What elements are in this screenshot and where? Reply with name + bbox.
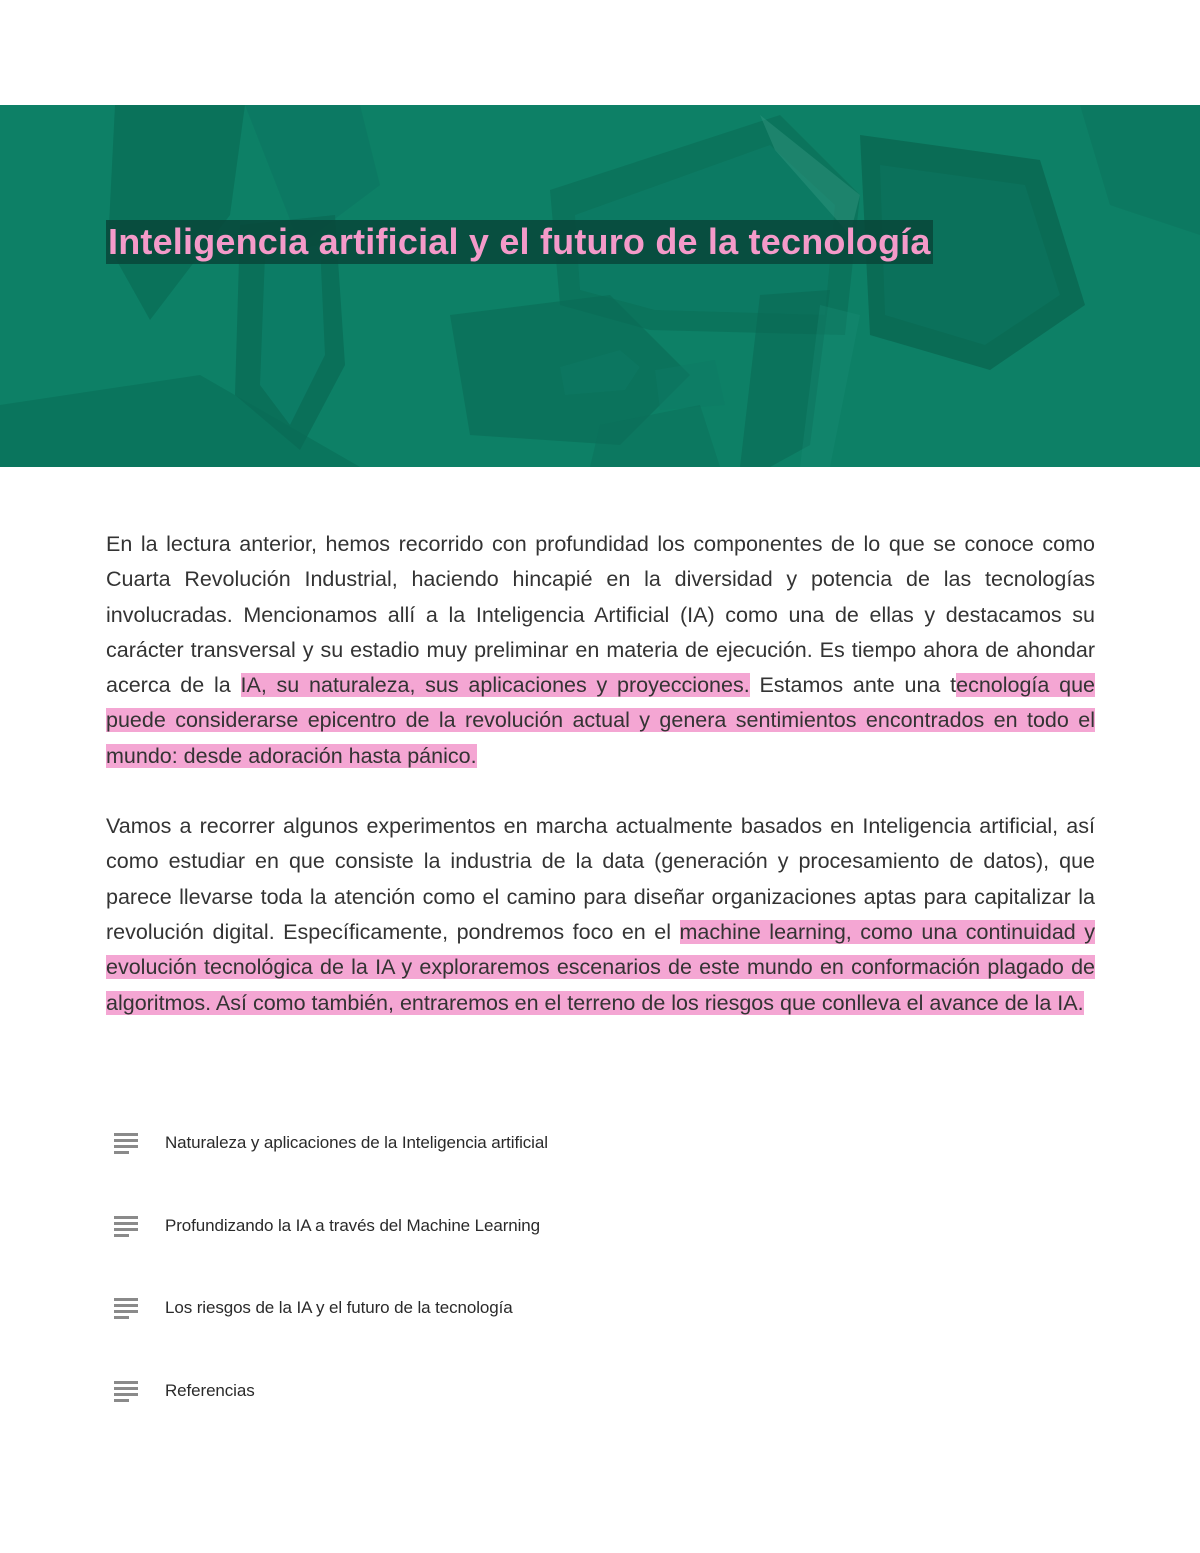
text-lines-icon — [114, 1297, 140, 1319]
hero-banner — [0, 105, 1200, 467]
highlighted-text: IA, su naturaleza, sus aplicaciones y proyecciones. — [240, 673, 750, 698]
lesson-label: Referencias — [165, 1380, 255, 1400]
intro-paragraph-1 — [106, 527, 1095, 774]
lesson-item[interactable] — [114, 1185, 814, 1268]
banner-background-image — [0, 105, 1200, 467]
highlighted-text: machine learning, como una continuidad y evolución tecnológica de la IA y exploraremos escenarios de este mundo en conformación plagado de algoritmos. Así como también, entraremos en el terreno de los riesgos que conlleva el avance de la IA. — [106, 919, 1095, 1015]
paragraph-text: Estamos ante una t — [749, 673, 957, 698]
lesson-label: Los riesgos de la IA y el futuro de la tecnología — [165, 1298, 513, 1318]
lesson-item[interactable] — [114, 1267, 814, 1350]
lesson-item[interactable] — [114, 1102, 814, 1185]
intro-text — [106, 527, 1095, 1021]
highlighted-text: ecnología que puede considerarse epicentro de la revolución actual y genera sentimientos encontrados en todo el mundo: desde adoración hasta pánico. — [106, 673, 1095, 768]
paragraph-text: En la lectura anterior, hemos recorrido con profundidad los componentes de lo que se conoce como Cuarta Revolución Industrial, haciendo hincapié en la diversidad y potencia de las tecnologías involucradas. Mencionamos allí a la Inteligencia Artificial (IA) como una de ellas y destacamos su carácter transversal y su estadio muy preliminar en materia de ejecución. Es tiempo ahora de ahondar acerca de la — [106, 532, 1095, 698]
lesson-label: Profundizando la IA a través del Machine Learning — [165, 1215, 541, 1235]
lesson-item[interactable] — [114, 1350, 814, 1433]
text-lines-icon — [114, 1132, 140, 1154]
text-lines-icon — [114, 1215, 140, 1237]
text-lines-icon — [114, 1380, 140, 1402]
lesson-label: Naturaleza y aplicaciones de la Inteligencia artificial — [165, 1133, 548, 1153]
page-title: Inteligencia artificial y el futuro de la tecnología — [108, 221, 931, 262]
lesson-list — [114, 1102, 814, 1432]
intro-paragraph-2 — [106, 809, 1095, 1021]
paragraph-text: Vamos a recorrer algunos experimentos en marcha actualmente basados en Inteligencia artificial, así como estudiar en que consiste la industria de la data (generación y procesamiento de datos), que parece llevarse toda la atención como el camino para diseñar organizaciones aptas para capitalizar la revolución digital. Específicamente, pondremos foco en el — [106, 814, 1095, 944]
